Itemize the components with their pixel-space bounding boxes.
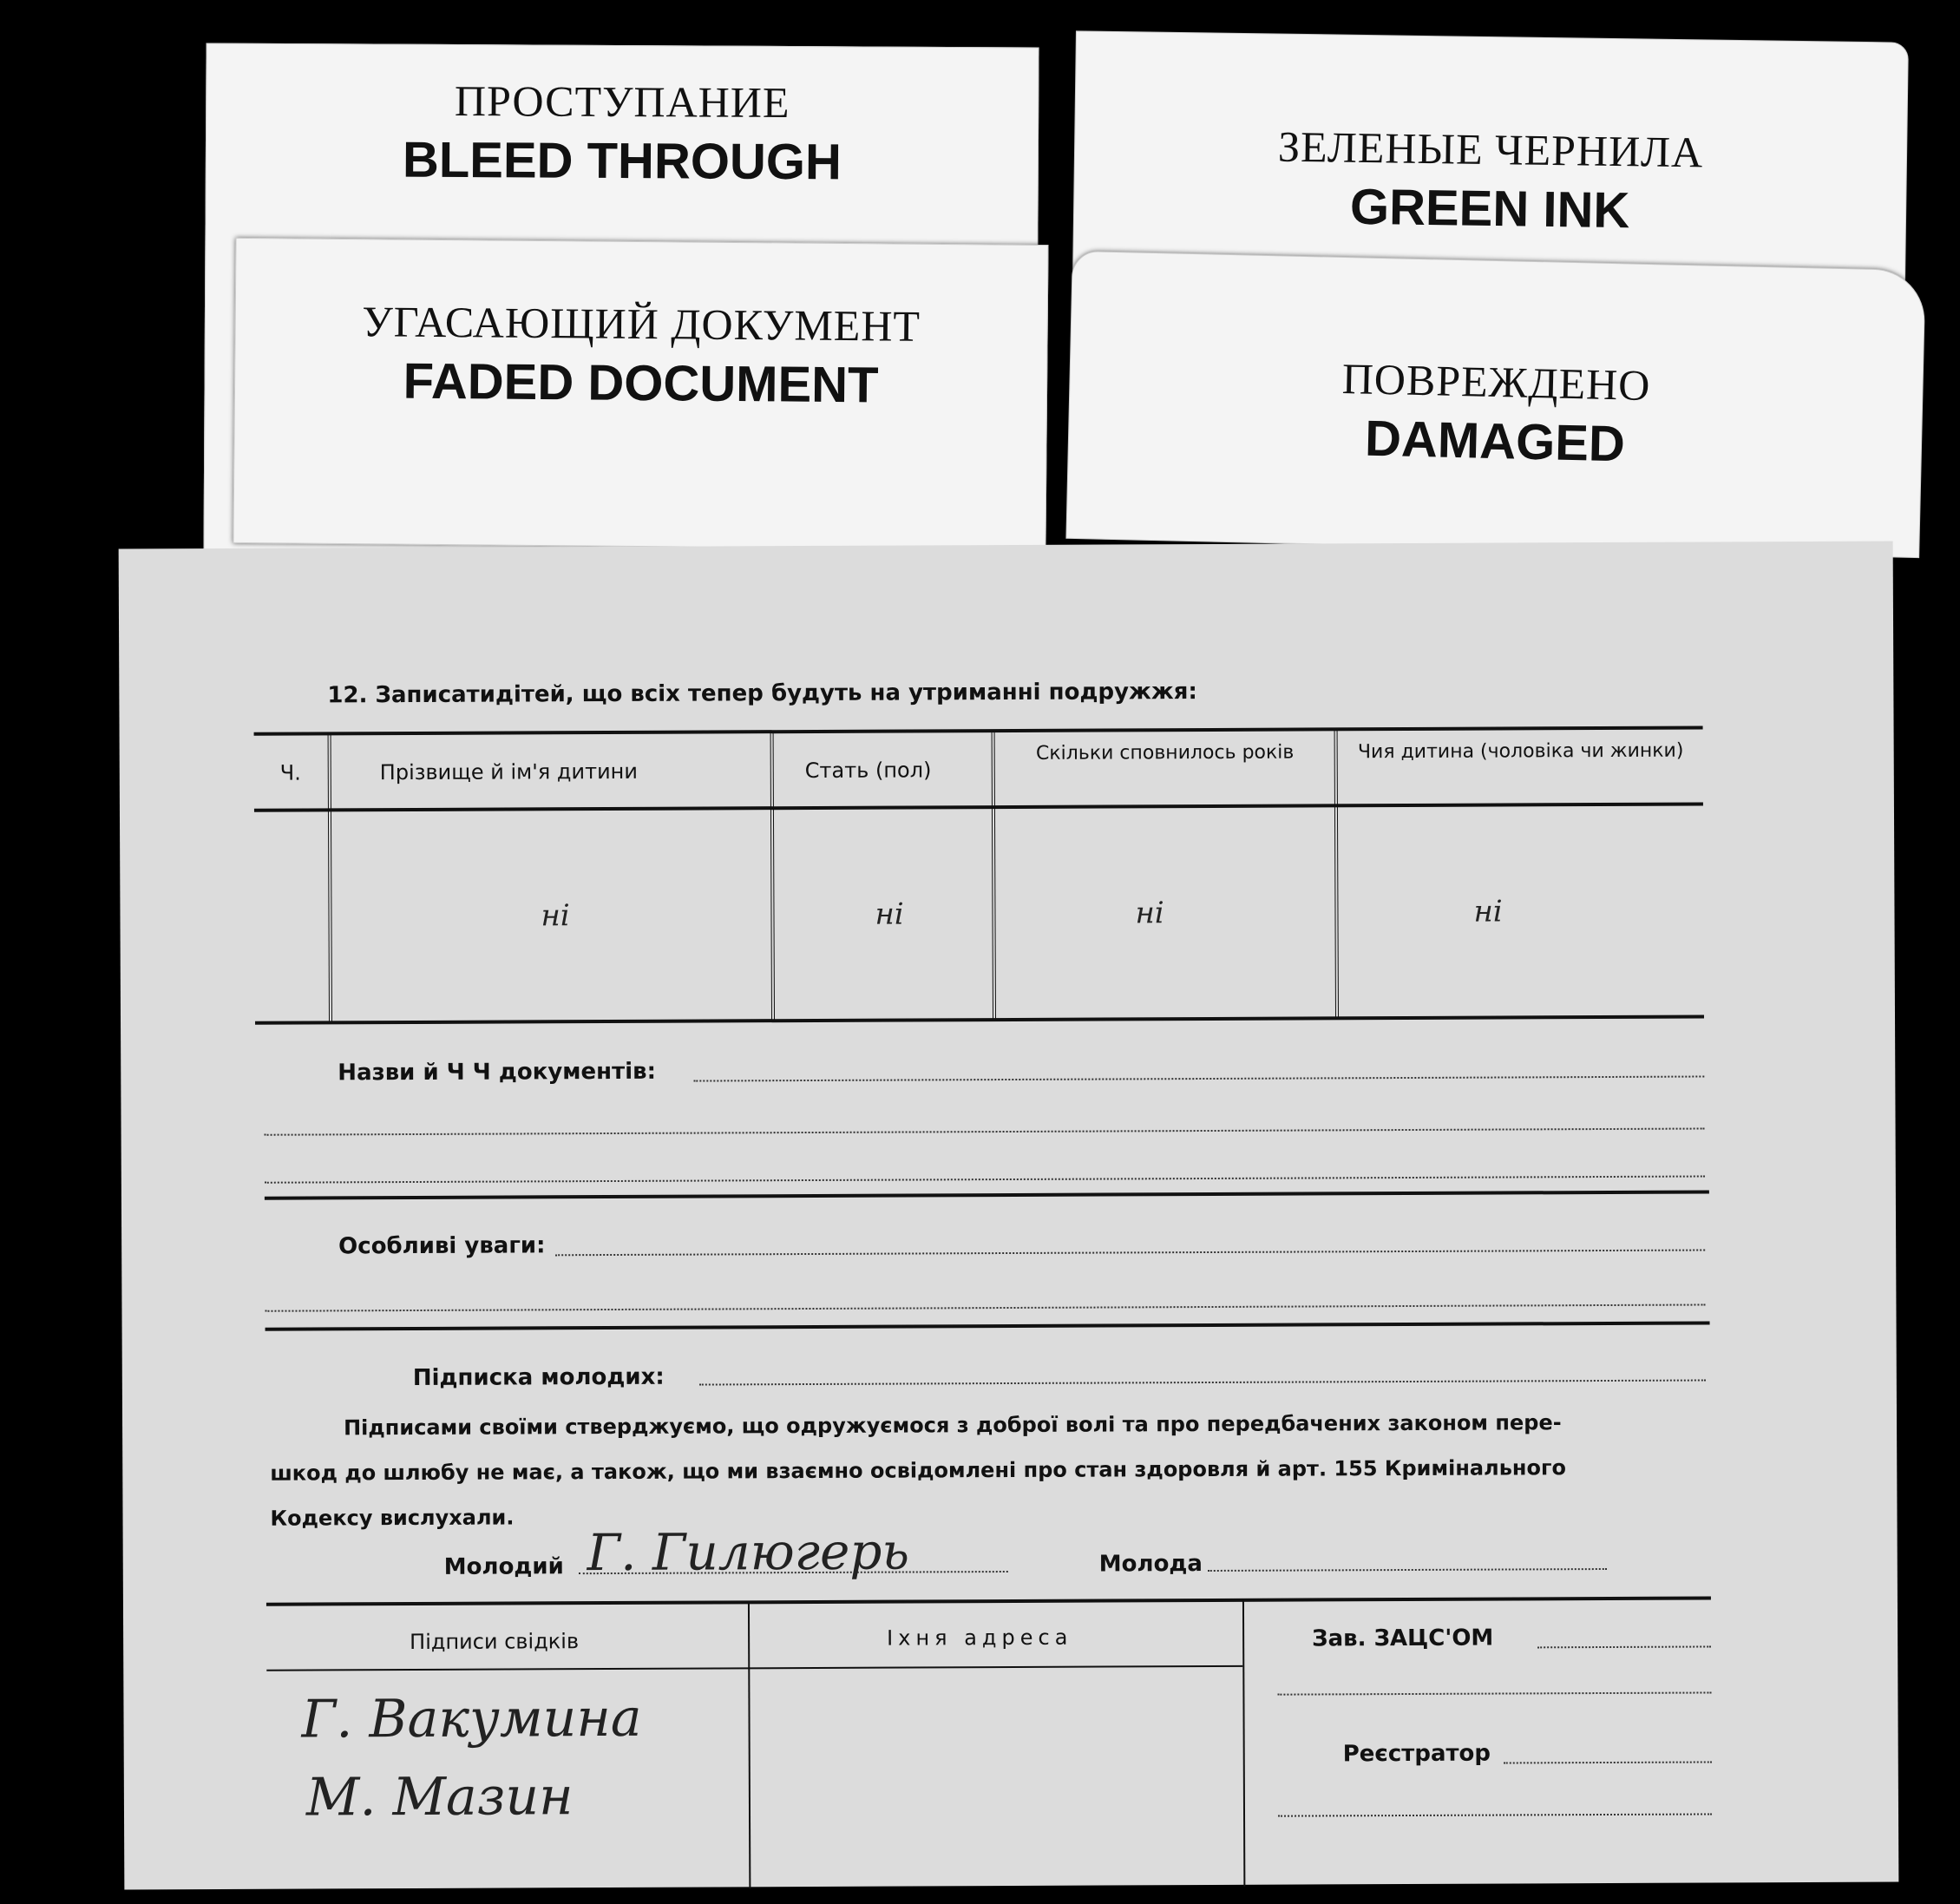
table-top-rule	[254, 726, 1703, 736]
documents-line	[265, 1175, 1705, 1183]
witness-signature-2: М. Мазин	[305, 1766, 574, 1828]
card-label-ru: ПОВРЕЖДЕНО	[1341, 353, 1651, 410]
documents-label: Назви й Ч Ч документів:	[338, 1058, 657, 1087]
witness-signatures-header: Підписи свідків	[410, 1629, 580, 1655]
documents-line	[693, 1076, 1704, 1082]
card-label-en: BLEED THROUGH	[402, 131, 842, 191]
bride-label: Молода	[1098, 1551, 1203, 1578]
declaration-line-3: Кодексу вислухали.	[270, 1505, 515, 1531]
witness-signature-1: Г. Вакумина	[301, 1687, 642, 1750]
col-header-whose: Чия дитина (чоловіка чи жинки)	[1357, 739, 1684, 764]
marriage-record-form	[119, 542, 1899, 1890]
signature-title-line	[699, 1379, 1706, 1385]
card-label-ru: УГАСАЮЩИЙ ДОКУМЕНТ	[362, 297, 921, 351]
registrar-label: Реєстратор	[1342, 1740, 1491, 1768]
bride-line	[1208, 1568, 1607, 1572]
card-label-en: GREEN INK	[1349, 178, 1630, 240]
registry-head-label: Зав. ЗАЦС'ОМ	[1312, 1625, 1494, 1652]
notes-line	[265, 1303, 1705, 1311]
table-bottom-rule	[255, 1015, 1704, 1025]
witness-header-rule	[266, 1665, 1242, 1671]
table-header-rule	[254, 803, 1703, 812]
declaration-line-1: Підписами своїми стверджуємо, що одружуємося з доброї волі та про передбачених законом пере-	[343, 1410, 1562, 1441]
card-label-ru: ПРОСТУПАНИЕ	[454, 76, 790, 128]
section-rule	[265, 1321, 1710, 1330]
table-mark-sex: ні	[875, 896, 904, 932]
registry-head-line	[1537, 1645, 1711, 1648]
witness-col-divider	[748, 1602, 751, 1888]
card-label-en: DAMAGED	[1364, 410, 1626, 473]
declaration-line-2: шкод до шлюбу не має, а також, що ми взаємно освідомлені про стан здоровля й арт. 155 Кримінального	[270, 1455, 1567, 1486]
registrar-line	[1278, 1813, 1712, 1816]
signature-title: Підписка молодих:	[412, 1363, 665, 1391]
groom-label: Молодий	[443, 1553, 564, 1580]
col-header-sex: Стать (пол)	[804, 758, 932, 784]
groom-signature: Г. Гилюгерь	[587, 1521, 910, 1583]
table-mark-name: ні	[541, 898, 570, 934]
table-col-divider	[1334, 729, 1339, 1017]
table-col-divider	[770, 732, 775, 1020]
witness-address-header: Іхня адреса	[887, 1625, 1073, 1651]
label-card-faded-document	[233, 238, 1048, 550]
col-header-child-name: Прізвище й ім'я дитини	[379, 758, 639, 785]
col-header-age: Скільки сповнилось років	[1035, 741, 1295, 765]
table-col-divider	[992, 731, 996, 1019]
registrar-line	[1504, 1761, 1712, 1763]
registry-head-line	[1277, 1691, 1711, 1695]
notes-line	[555, 1249, 1705, 1256]
card-label-ru: ЗЕЛЕНЫЕ ЧЕРНИЛА	[1277, 121, 1704, 177]
label-card-damaged	[1065, 251, 1925, 558]
col-header-number: Ч.	[279, 760, 301, 785]
notes-label: Особливі уваги:	[338, 1232, 546, 1260]
table-mark-whose: ні	[1473, 894, 1503, 929]
documents-line	[265, 1127, 1705, 1135]
table-mark-age: ні	[1135, 896, 1164, 931]
card-label-en: FADED DOCUMENT	[403, 352, 879, 414]
witness-col-divider	[1242, 1600, 1245, 1887]
witness-table-top	[266, 1596, 1711, 1605]
table-col-divider	[328, 733, 332, 1021]
section-12-heading: 12. Записатидітей, що всіх тепер будуть на утриманні подружжя:	[327, 679, 1197, 709]
section-rule	[265, 1190, 1709, 1199]
